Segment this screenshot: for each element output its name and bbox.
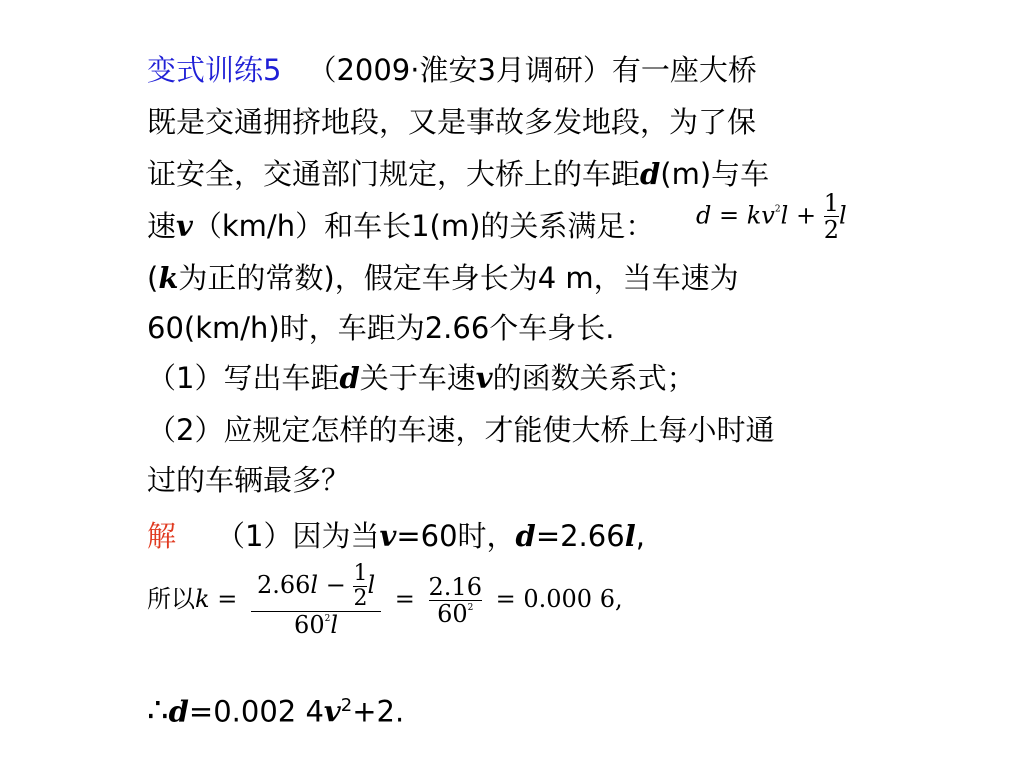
therefore-symbol: ∴ bbox=[147, 690, 169, 731]
problem-line-3: 证安全，交通部门规定，大桥上的车距d(m)与车 bbox=[147, 157, 770, 191]
question-2-continued: 过的车辆最多？ bbox=[147, 463, 351, 497]
relation-formula: $d = kv^2l$ + $\frac{1}{2}$ l bbox=[696, 189, 847, 245]
question-2: （2）应规定怎样的车速，才能使大桥上每小时通 bbox=[147, 413, 775, 447]
solution-line-1: 解 （1）因为当v=60时，d=2.66l, bbox=[147, 519, 645, 553]
problem-source: （2009·淮安3月调研）有一座大桥 bbox=[307, 53, 757, 87]
problem-line-1 bbox=[147, 48, 757, 92]
fraction-k-simplified: $\frac{2.16}{60^2}$ bbox=[428, 572, 482, 628]
problem-line-6: 60(km/h)时，车距为2.66个车身长. bbox=[147, 311, 615, 345]
solution-label: 解 bbox=[147, 519, 177, 553]
result-line: ∴d=0.002 $4v^2+2$. bbox=[147, 690, 405, 731]
question-1: （1）写出车距d关于车速v的函数关系式； bbox=[147, 361, 696, 395]
problem-line-4: 速v（km/h）和车长1(m)的关系满足： bbox=[147, 209, 655, 243]
problem-label: 变式训练5 bbox=[147, 53, 282, 87]
fraction-k-main: 2.66l − $\frac{1}{2}$ l $60^2l$ bbox=[251, 562, 381, 639]
problem-line-5: (k为正的常数)，假定车身长为4 m，当车速为 bbox=[147, 261, 739, 295]
fraction-half-inner: $\frac{1}{2}$ bbox=[353, 561, 368, 612]
problem-line-2: 既是交通拥挤地段，又是事故多发地段，为了保 bbox=[147, 105, 757, 139]
k-formula: 所以k = 2.66l − $\frac{1}{2}$ l $60^2l$ = $\frac{2.16}{60^2}$ = 0.000 6, bbox=[147, 561, 623, 640]
fraction-half: $\frac{1}{2}$ bbox=[823, 189, 839, 245]
